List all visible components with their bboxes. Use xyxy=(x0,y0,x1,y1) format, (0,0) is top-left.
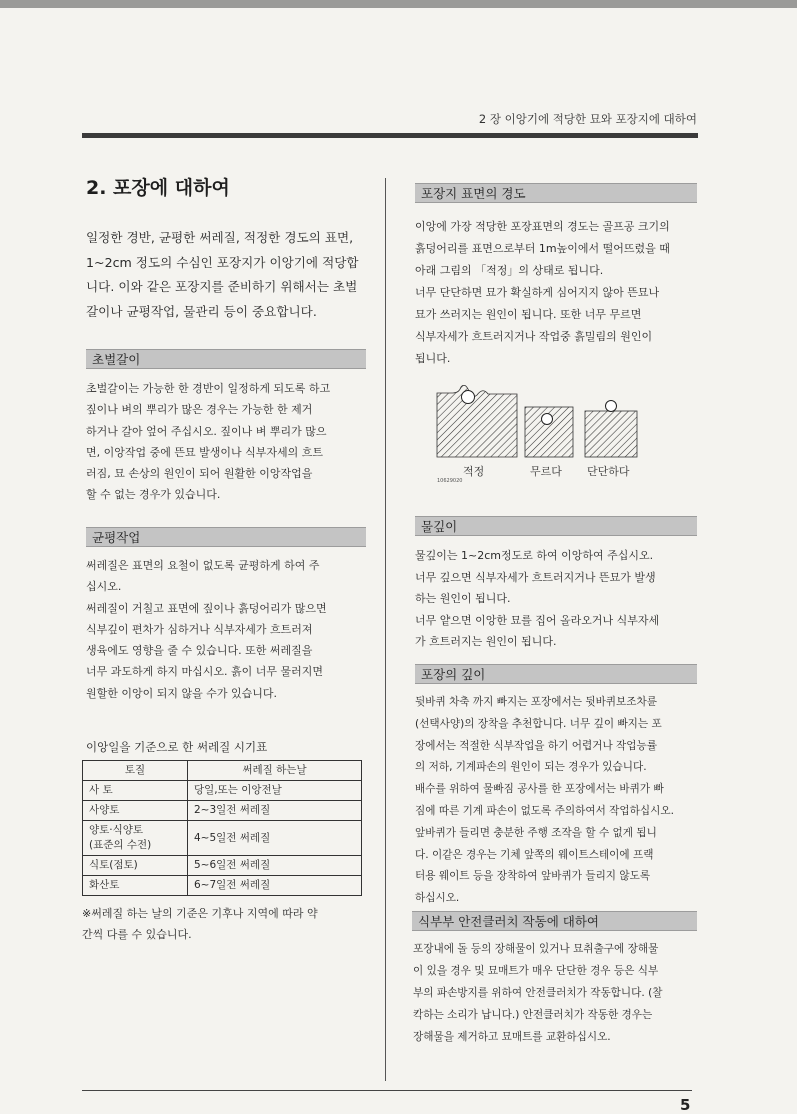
table-row xyxy=(83,801,362,821)
table-row xyxy=(83,876,362,896)
section-title-chobeol: 초벌갈이 xyxy=(92,352,141,367)
section-text-clutch: 포장내에 돌 등의 장해물이 있거나 묘취출구에 장해물 이 있을 경우 및 묘매트가 매우 단단한 경우 등은 식부 부의 파손방지를 위하여 안전클러치가 작동합니다. (찰 칵하는 소리가 납니다.) 안전클러치가 작동한 경우는 장해물을 제거하고 묘매트를 교환하십시오. xyxy=(413,943,663,1043)
figure-label-hard: 단단하다 xyxy=(587,465,630,478)
page-heading: 2. 포장에 대하여 xyxy=(86,177,230,199)
soft-soil-graphic xyxy=(525,407,573,457)
table-row xyxy=(83,856,362,876)
table-cell-timing: 당일,또는 이앙전날 xyxy=(188,781,362,801)
table-cell-timing: 4~5일전 써레질 xyxy=(188,821,362,856)
bottom-rule xyxy=(82,1090,692,1091)
section-text-gyunpyeong: 써레질은 표면의 요철이 없도록 균평하게 하여 주 십시오. 써레질이 거칠고 표면에 짚이나 흙덩어리가 많으면 식부깊이 편차가 심하거나 식부자세가 흐트러져 생육에도 영향을 줄 수 있습니다. 또한 써레질을 너무 과도하게 하지 마십시오. 흙이 너무 물러지면 원할한 이앙이 되지 않을 수가 있습니다. xyxy=(86,559,327,700)
table-cell-soil: 양토·식양토 (표준의 수전) xyxy=(83,821,188,856)
schedule-table xyxy=(82,760,362,896)
table-cell-soil: 화산토 xyxy=(83,876,188,896)
section-bar-water xyxy=(415,516,697,536)
table-header-row xyxy=(83,761,362,781)
section-text-depth: 뒷바퀴 차축 까지 빠지는 포장에서는 뒷바퀴보조차륜 (선택사양)의 장착을 추천합니다. 너무 깊이 빠지는 포 장에서는 적절한 식부작업을 하기 어렵거나 작업능률 의 저하, 기계파손의 원인이 되는 경우가 있습니다. 배수를 위하여 물빠짐 공사를 한 포장에서는 바퀴가 빠 짐에 따른 기계 파손이 없도록 주의하여서 작업하십시오. 앞바퀴가 들리면 충분한 주행 조작을 할 수 없게 됩니 다. 이같은 경우는 기체 앞쪽의 웨이트스테이에 프랙 터용 웨이트 등을 장착하여 앞바퀴가 들리지 않도록 하십시오. xyxy=(415,696,674,905)
table-cell-timing: 6~7일전 써레질 xyxy=(188,876,362,896)
section-title-hardness: 포장지 표면의 경도 xyxy=(421,186,526,201)
chapter-title: 2 장 이앙기에 적당한 묘와 포장지에 대하여 xyxy=(478,112,697,126)
section-text-hardness: 이앙에 가장 적당한 포장표면의 경도는 골프공 크기의 흙덩어리를 표면으로부터 1m높이에서 떨어뜨렸을 때 아래 그림의 「적정」의 상태로 됩니다. 너무 단단하면 묘가 확실하게 심어지지 않아 뜬묘나 묘가 쓰러지는 원인이 됩니다. 또한 너무 무르면 식부자세가 흐트러지거나 작업중 흙밀림의 원인이 됩니다. xyxy=(415,220,670,365)
schedule-caption: 이앙일을 기준으로 한 써레질 시기표 xyxy=(86,740,268,754)
figure-label-appropriate: 적정 xyxy=(463,465,485,478)
intro-paragraph: 일정한 경반, 균평한 써레질, 적정한 경도의 표면, 1~2cm 정도의 수심인 포장지가 이앙기에 적당합 니다. 이와 같은 포장지를 준비하기 위해서는 초벌 갈이나 균평작업, 물관리 등이 중요합니다. xyxy=(86,230,359,319)
section-title-water: 물깊이 xyxy=(421,519,458,534)
table-cell-timing: 5~6일전 써레질 xyxy=(188,856,362,876)
page-number: 5 xyxy=(680,1096,691,1114)
section-title-clutch: 식부부 안전클러치 작동에 대하여 xyxy=(418,914,599,929)
schedule-note: ※써레질 하는 날의 기준은 기후나 지역에 따라 약 간씩 다를 수 있습니다. xyxy=(82,907,318,941)
table-cell-soil: 사양토 xyxy=(83,801,188,821)
table-row xyxy=(83,821,362,856)
section-text-water: 물깊이는 1~2cm정도로 하여 이앙하여 주십시오. 너무 깊으면 식부자세가 흐트러지거나 뜬묘가 발생 하는 원인이 됩니다. 너무 얕으면 이앙한 묘를 집어 올라오거나 식부자세 가 흐트러지는 원인이 됩니다. xyxy=(415,549,660,648)
figure-code: 10629020 xyxy=(437,478,463,484)
top-scan-band xyxy=(0,0,797,8)
chapter-rule xyxy=(82,133,698,138)
section-title-gyunpyeong: 균평작업 xyxy=(92,530,141,545)
figure-label-soft: 무르다 xyxy=(530,465,562,478)
table-cell-timing: 2~3일전 써레질 xyxy=(188,801,362,821)
table-header-timing: 써레질 하는날 xyxy=(188,761,362,781)
column-divider xyxy=(385,178,386,1081)
table-cell-soil: 사 토 xyxy=(83,781,188,801)
hard-soil-graphic xyxy=(585,401,637,458)
table-cell-soil: 식토(점토) xyxy=(83,856,188,876)
section-title-depth: 포장의 깊이 xyxy=(421,667,486,682)
appropriate-soil-graphic xyxy=(437,385,517,457)
table-row xyxy=(83,781,362,801)
table-header-soil: 토질 xyxy=(83,761,188,781)
section-text-chobeol: 초벌갈이는 가능한 한 경반이 일정하게 되도록 하고 짚이나 벼의 뿌리가 많은 경우는 가능한 한 제거 하거나 갈아 엎어 주십시오. 짚이나 벼 뿌리가 많으 면, 이앙작업 중에 뜬묘 발생이나 식부자세의 흐트 러짐, 묘 손상의 원인이 되어 원활한 이앙작업을 할 수 없는 경우가 있습니다. xyxy=(86,382,331,502)
